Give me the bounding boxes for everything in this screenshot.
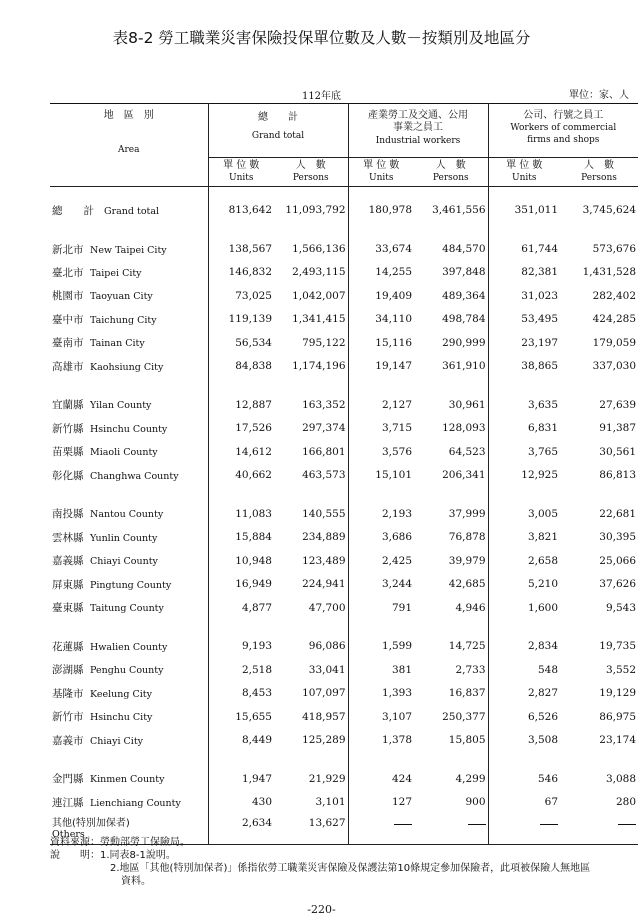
value-cell: 3,101 <box>274 791 348 814</box>
table-row <box>50 596 638 619</box>
value-cell: 39,979 <box>414 549 488 572</box>
value-cell: 84,838 <box>235 360 272 373</box>
area-cell <box>50 682 208 705</box>
table-body <box>50 186 638 844</box>
value-cell: 548 <box>537 663 559 676</box>
table-row <box>50 237 638 260</box>
table-row <box>50 440 638 463</box>
area-cell <box>50 728 208 751</box>
value-cell: 180,978 <box>368 204 413 217</box>
value-cell: 4,946 <box>414 596 488 619</box>
value-cell: 397,848 <box>414 261 488 284</box>
area-cell <box>50 440 208 463</box>
value-cell: 2,834 <box>527 640 559 653</box>
value-cell: 38,865 <box>521 360 559 373</box>
persons-header-en: Persons <box>581 172 617 183</box>
value-cell: 34,110 <box>375 313 413 326</box>
value-cell: 8,449 <box>241 734 272 746</box>
value-cell: 418,957 <box>274 705 348 728</box>
value-cell: 128,093 <box>414 417 488 440</box>
value-cell: 206,341 <box>414 463 488 486</box>
value-cell: 6,526 <box>527 710 559 723</box>
table-row <box>50 354 638 377</box>
value-cell: 2,518 <box>241 663 272 676</box>
value-cell: 61,744 <box>521 243 559 256</box>
area-name-zh: 彰化縣 <box>52 469 84 482</box>
value-cell: 47,700 <box>274 596 348 619</box>
value-cell: 250,377 <box>414 705 488 728</box>
value-cell: 1,431,528 <box>582 266 637 279</box>
value-cell: 424 <box>391 772 413 785</box>
value-cell: 30,395 <box>599 531 637 544</box>
area-name-en: Hsinchu County <box>90 423 168 435</box>
value-cell: 3,576 <box>381 445 413 458</box>
table-row <box>50 705 638 728</box>
industrial-header-en: Industrial workers <box>375 136 461 146</box>
value-cell: 14,612 <box>235 445 272 458</box>
value-cell: 4,877 <box>241 601 272 614</box>
value-cell: 1,947 <box>241 772 272 785</box>
value-cell: 163,352 <box>274 393 348 416</box>
value-cell: 1,341,415 <box>274 308 348 331</box>
page-number: -220- <box>307 903 336 916</box>
units-header-zh: 單 位 數 <box>506 159 543 171</box>
value-cell: 463,573 <box>274 463 348 486</box>
area-cell <box>50 767 208 790</box>
area-name-zh: 雲林縣 <box>52 531 84 544</box>
area-cell <box>50 705 208 728</box>
area-name-en: Pingtung County <box>90 579 172 591</box>
area-header-en: Area <box>118 145 140 155</box>
value-cell: 3,635 <box>527 398 559 411</box>
grand-total-header-zh: 總 計 <box>258 112 298 123</box>
value-cell: 337,030 <box>592 360 637 373</box>
table-row <box>50 284 638 307</box>
value-cell: 146,832 <box>228 266 272 279</box>
commercial-header-en-1: Workers of commercial <box>510 123 617 133</box>
table-row <box>50 526 638 549</box>
value-cell: 31,023 <box>521 289 559 302</box>
area-cell <box>50 199 208 222</box>
value-cell: 123,489 <box>274 549 348 572</box>
value-cell: 2,827 <box>527 687 559 700</box>
value-cell: 1,393 <box>381 687 413 700</box>
area-name-en: Taichung City <box>90 314 157 326</box>
area-name-zh: 基隆市 <box>52 687 84 700</box>
industrial-header-zh-1: 產業勞工及交通、公用 <box>368 110 469 121</box>
value-cell: 179,059 <box>592 336 637 349</box>
value-cell: 11,083 <box>235 507 272 520</box>
area-cell <box>50 549 208 572</box>
value-cell: 119,139 <box>228 313 272 326</box>
grand-total-header-en: Grand total <box>251 131 305 141</box>
table-row <box>50 767 638 790</box>
value-cell: 30,961 <box>414 393 488 416</box>
others-name-zh: 其他(特別加保者) <box>52 817 130 829</box>
dash-mark <box>618 824 636 825</box>
table-row <box>50 261 638 284</box>
units-header-zh: 單 位 數 <box>223 159 260 171</box>
table-row <box>50 791 638 814</box>
dash-mark <box>468 824 486 825</box>
value-cell: 297,374 <box>274 417 348 440</box>
area-name-zh: 新竹縣 <box>52 422 84 435</box>
area-name-zh: 新北市 <box>52 243 84 256</box>
area-header-zh: 地 區 別 <box>103 110 154 121</box>
dash-mark <box>540 824 558 825</box>
value-cell: 64,523 <box>414 440 488 463</box>
dash-mark <box>394 824 412 825</box>
value-cell: 791 <box>391 601 413 614</box>
value-cell: 56,534 <box>235 336 272 349</box>
value-cell: 351,011 <box>514 204 559 217</box>
area-name-en: Grand total <box>104 205 160 217</box>
value-cell: 53,495 <box>521 313 559 326</box>
area-name-zh: 花蓮縣 <box>52 640 84 653</box>
value-cell: 37,999 <box>414 502 488 525</box>
area-name-en: Taitung County <box>90 603 164 615</box>
area-name-en: Lienchiang County <box>90 797 181 809</box>
area-name-en: Kinmen County <box>90 774 165 786</box>
table-row <box>50 728 638 751</box>
value-cell: 166,801 <box>274 440 348 463</box>
value-cell: 1,566,136 <box>274 237 348 260</box>
value-cell: 3,461,556 <box>414 199 488 222</box>
value-cell: 1,599 <box>381 640 413 653</box>
units-header-en: Units <box>369 172 394 183</box>
value-cell: 3,765 <box>527 445 559 458</box>
area-cell <box>50 331 208 354</box>
table-row <box>50 199 638 222</box>
value-cell: 86,975 <box>599 710 637 723</box>
value-cell: 3,244 <box>381 578 413 591</box>
area-name-en: Kaohsiung City <box>90 361 164 373</box>
area-name-zh: 桃園市 <box>52 290 84 303</box>
data-table <box>50 103 638 845</box>
table-row <box>50 682 638 705</box>
value-cell: 3,552 <box>605 663 637 676</box>
area-cell <box>50 308 208 331</box>
area-cell <box>50 463 208 486</box>
value-cell: 3,745,624 <box>582 204 637 217</box>
table-row <box>50 658 638 681</box>
value-cell: 37,626 <box>599 578 637 591</box>
area-cell <box>50 791 208 814</box>
area-cell <box>50 284 208 307</box>
commercial-header-zh: 公司、行號之員工 <box>523 110 604 121</box>
value-cell: 22,681 <box>599 507 637 520</box>
value-cell: 546 <box>537 772 559 785</box>
table-row <box>50 635 638 658</box>
units-header-en: Units <box>229 172 254 183</box>
source-note: 資料來源：勞動部勞工保險局。 <box>50 837 190 848</box>
value-cell: 489,364 <box>414 284 488 307</box>
area-cell <box>50 658 208 681</box>
value-cell: 9,543 <box>605 601 637 614</box>
value-cell: 40,662 <box>235 469 272 482</box>
area-cell <box>50 572 208 595</box>
value-cell: 234,889 <box>274 526 348 549</box>
area-name-zh: 嘉義縣 <box>52 555 84 568</box>
area-name-en: Miaoli County <box>90 447 158 459</box>
value-cell: 3,005 <box>527 507 559 520</box>
value-cell: 19,735 <box>599 640 637 653</box>
others-name-en: Others <box>52 828 85 840</box>
area-name-zh: 南投縣 <box>52 508 84 521</box>
value-cell: 15,884 <box>235 531 272 544</box>
units-header-zh: 單 位 數 <box>363 159 400 171</box>
value-cell: 2,733 <box>414 658 488 681</box>
area-name-en: Tainan City <box>90 338 145 350</box>
area-cell <box>50 261 208 284</box>
area-name-en: Hwalien County <box>90 641 168 653</box>
value-cell: 1,600 <box>527 601 559 614</box>
note-2a: 2.地區「其他(特別加保者)」係指依勞工職業災害保險及保護法第10條規定參加保險者，此項被保險人無地區 <box>110 863 591 874</box>
value-cell: 19,409 <box>375 289 413 302</box>
value-cell: 290,999 <box>414 331 488 354</box>
value-cell: 430 <box>251 796 272 809</box>
value-cell: 10,948 <box>235 554 272 567</box>
area-cell <box>50 596 208 619</box>
table-row <box>50 549 638 572</box>
area-name-zh: 澎湖縣 <box>52 664 84 677</box>
note-2b: 資料。 <box>121 876 151 887</box>
value-cell: 138,567 <box>228 243 272 256</box>
value-cell: 11,093,792 <box>274 199 348 222</box>
area-name-zh: 臺南市 <box>52 337 84 350</box>
value-cell: 2,127 <box>381 398 413 411</box>
value-cell: 17,526 <box>235 422 272 435</box>
value-cell: 140,555 <box>274 502 348 525</box>
note-1: 1.同表8-1說明。 <box>100 850 176 861</box>
area-name-en: Nantou County <box>90 509 164 521</box>
value-cell: 33,674 <box>375 243 413 256</box>
value-cell: 15,805 <box>414 728 488 751</box>
value-cell: 15,655 <box>235 710 272 723</box>
table-row <box>50 308 638 331</box>
value-cell: 4,299 <box>414 767 488 790</box>
value-cell: 573,676 <box>592 243 637 256</box>
value-cell: 82,381 <box>521 266 559 279</box>
area-cell <box>50 393 208 416</box>
persons-header-zh: 人 數 <box>295 159 326 171</box>
value-cell: 6,831 <box>527 422 559 435</box>
value-cell: 30,561 <box>599 445 637 458</box>
value-cell: 2,193 <box>381 507 413 520</box>
value-cell: 282,402 <box>592 289 637 302</box>
value-cell: 361,910 <box>414 354 488 377</box>
area-name-en: Yunlin County <box>90 532 158 544</box>
persons-header-en: Persons <box>432 172 469 183</box>
area-name-en: Taoyuan City <box>90 291 153 303</box>
area-name-zh: 嘉義市 <box>52 734 84 747</box>
value-cell: 2,425 <box>381 554 413 567</box>
value-cell: 23,197 <box>521 336 559 349</box>
value-cell: 2,658 <box>527 554 559 567</box>
table-row <box>50 417 638 440</box>
value-cell: 91,387 <box>599 422 637 435</box>
value-cell: 127 <box>391 796 413 809</box>
value-cell: 67 <box>544 796 559 809</box>
value-cell: 1,042,007 <box>274 284 348 307</box>
value-cell: 25,066 <box>599 554 637 567</box>
value-cell: 86,813 <box>599 469 637 482</box>
value-cell: 3,088 <box>605 772 637 785</box>
area-cell <box>50 526 208 549</box>
value-cell: 42,685 <box>414 572 488 595</box>
area-name-en: Changhwa County <box>90 470 179 482</box>
area-cell <box>50 237 208 260</box>
area-name-zh: 臺東縣 <box>52 602 84 615</box>
value-cell: 498,784 <box>414 308 488 331</box>
value-cell: 27,639 <box>599 398 637 411</box>
value-cell: 33,041 <box>274 658 348 681</box>
persons-header-zh: 人 數 <box>435 159 466 171</box>
area-name-zh: 新竹市 <box>52 711 84 724</box>
area-cell <box>50 502 208 525</box>
value-cell: 424,285 <box>592 313 637 326</box>
table-row <box>50 331 638 354</box>
value-cell: 2,493,115 <box>274 261 348 284</box>
commercial-header-en-2: firms and shops <box>527 135 600 145</box>
value-cell: 280 <box>615 796 637 809</box>
area-name-zh: 苗栗縣 <box>52 446 84 459</box>
value-cell: 795,122 <box>274 331 348 354</box>
area-name-zh: 高雄市 <box>52 360 84 373</box>
value-cell: 3,715 <box>381 422 413 435</box>
persons-header-en: Persons <box>292 172 329 183</box>
table-row <box>50 502 638 525</box>
value-cell: 12,887 <box>235 398 272 411</box>
area-name-en: Hsinchu City <box>90 712 153 724</box>
value-cell: 3,508 <box>527 734 559 746</box>
value-cell: 16,837 <box>414 682 488 705</box>
value-cell: 96,086 <box>274 635 348 658</box>
others-persons: 13,627 <box>274 814 348 845</box>
value-cell: 19,129 <box>599 687 637 700</box>
area-name-zh: 屏東縣 <box>52 578 84 591</box>
value-cell: 19,147 <box>375 360 413 373</box>
value-cell: 484,570 <box>414 237 488 260</box>
area-name-zh: 金門縣 <box>52 773 84 786</box>
area-name-zh: 宜蘭縣 <box>52 399 84 412</box>
value-cell: 23,174 <box>599 734 637 746</box>
value-cell: 224,941 <box>274 572 348 595</box>
area-name-en: Chiayi City <box>90 735 144 747</box>
area-name-en: Chiayi County <box>90 556 158 568</box>
page-title: 表8-2 勞工職業災害保險投保單位數及人數－按類別及地區分 <box>112 29 531 47</box>
value-cell: 8,453 <box>241 687 272 700</box>
value-cell: 16,949 <box>235 578 272 591</box>
area-cell <box>50 354 208 377</box>
value-cell: 21,929 <box>274 767 348 790</box>
value-cell: 125,289 <box>274 728 348 751</box>
area-name-en: New Taipei City <box>90 244 167 256</box>
value-cell: 107,097 <box>274 682 348 705</box>
table-row <box>50 463 638 486</box>
value-cell: 900 <box>414 791 488 814</box>
area-cell <box>50 417 208 440</box>
value-cell: 14,725 <box>414 635 488 658</box>
units-header-en: Units <box>512 172 537 183</box>
area-name-zh: 臺中市 <box>52 313 84 326</box>
value-cell: 12,925 <box>521 469 559 482</box>
area-name-en: Penghu County <box>90 665 164 677</box>
area-name-en: Keelung City <box>90 688 152 700</box>
value-cell: 381 <box>391 663 413 676</box>
value-cell: 1,378 <box>381 734 413 746</box>
area-name-en: Yilan County <box>90 400 152 412</box>
value-cell: 3,686 <box>381 531 413 544</box>
persons-header-zh: 人 數 <box>584 159 615 171</box>
unit-label: 單位：家、人 <box>569 90 629 101</box>
area-name-zh: 連江縣 <box>52 796 84 809</box>
value-cell: 813,642 <box>228 204 272 217</box>
area-name-en: Taipei City <box>90 267 142 279</box>
note-label: 說 明： <box>50 850 100 861</box>
notes <box>50 836 590 888</box>
value-cell: 73,025 <box>235 289 272 302</box>
value-cell: 3,821 <box>527 531 559 544</box>
value-cell: 14,255 <box>375 266 413 279</box>
area-name-zh: 總 計 <box>52 204 94 217</box>
value-cell: 5,210 <box>527 578 559 591</box>
year-label: 112年底 <box>301 91 342 102</box>
value-cell: 76,878 <box>414 526 488 549</box>
table-row <box>50 572 638 595</box>
value-cell: 1,174,196 <box>274 354 348 377</box>
industrial-header-zh-2: 事業之員工 <box>393 122 444 133</box>
area-name-zh: 臺北市 <box>52 266 84 279</box>
value-cell: 15,116 <box>375 336 413 349</box>
value-cell: 3,107 <box>381 710 413 723</box>
value-cell: 15,101 <box>375 469 413 482</box>
value-cell: 9,193 <box>241 640 272 653</box>
others-units: 2,634 <box>241 816 272 829</box>
table-row <box>50 393 638 416</box>
area-cell <box>50 635 208 658</box>
